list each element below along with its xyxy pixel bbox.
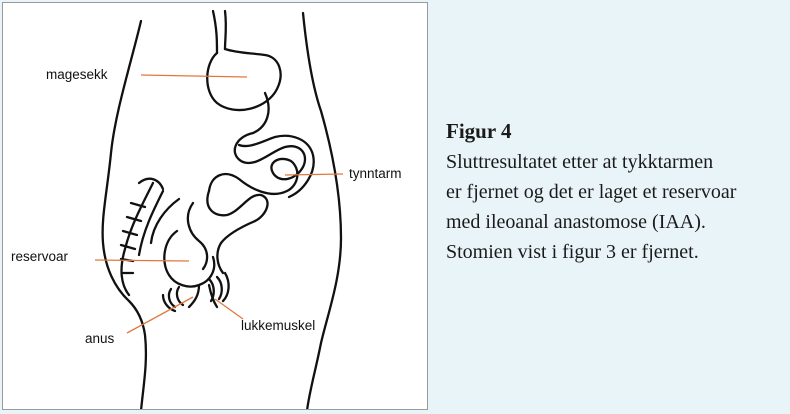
label-anus: anus [85,331,115,346]
anatomy-illustration [3,3,428,410]
caption-title: Figur 4 [446,119,512,143]
body-back-contour [103,21,146,410]
anatomy-diagram-panel [2,2,428,410]
anal-canal [189,285,199,307]
spine [122,183,153,295]
leader-line-reservoir [95,260,189,261]
label-small-intestine: tynntarm [349,166,402,181]
small-intestine [209,133,305,194]
label-reservoir: reservoar [11,249,69,264]
leader-line-anus [127,297,193,333]
caption-line: er fjernet og det er laget et reservoar [446,181,737,203]
sphincter-arcs [169,289,175,307]
caption-line: med ileoanal anastomose (IAA). [446,211,706,233]
figure-caption [446,117,786,267]
caption-body [446,147,786,267]
caption-line: Sluttresultatet etter at tykktarmen [446,151,714,173]
label-stomach: magesekk [46,67,108,82]
leader-line-stomach [141,75,247,77]
label-sphincter: lukkemuskel [241,318,316,333]
leader-line-small-intestine [285,174,343,175]
leader-line-sphincter [215,299,243,319]
esophagus [213,11,217,53]
caption-line: Stomien vist i figur 3 er fjernet. [446,241,699,263]
stomach-outline [207,49,280,110]
body-front-contour [303,13,341,410]
